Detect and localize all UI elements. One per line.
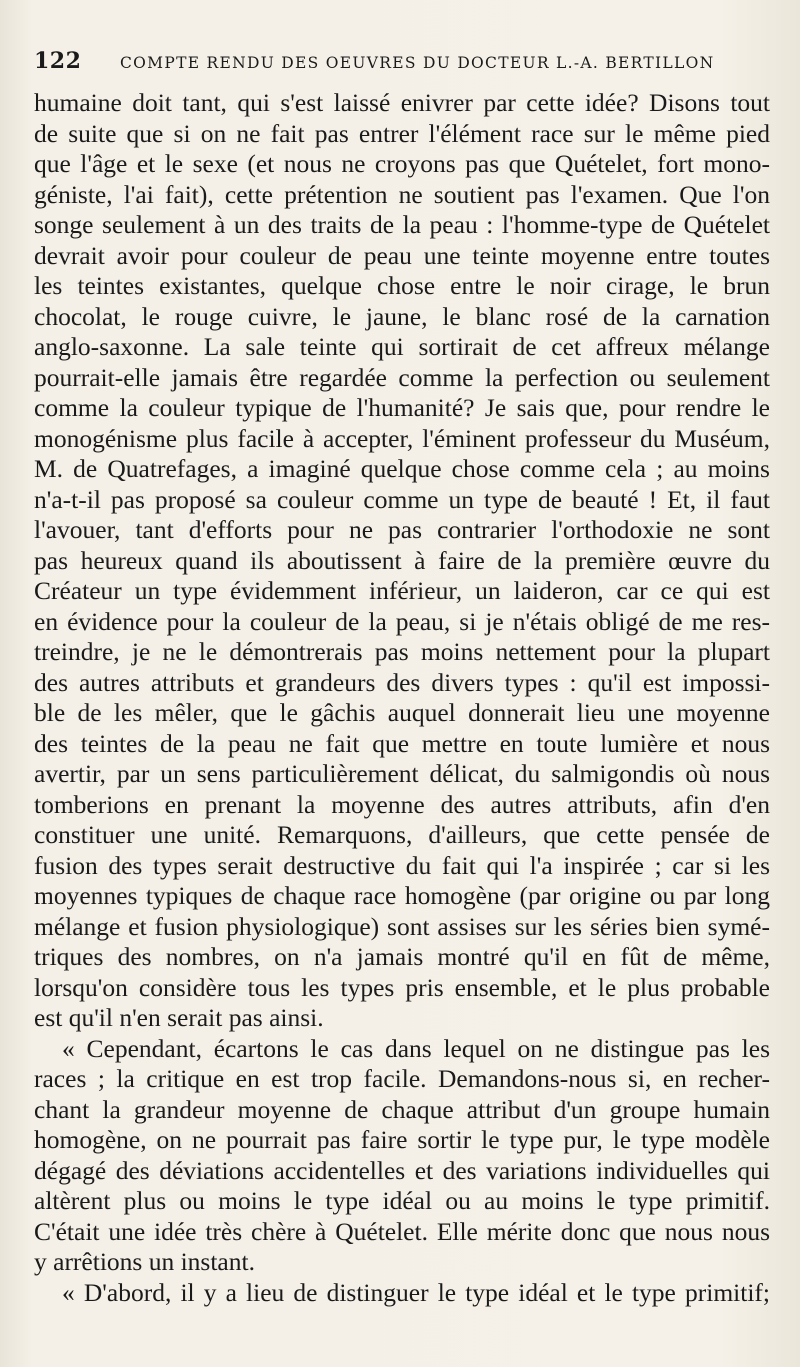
- text-line: M. de Quatrefages, a imaginé quelque chose comme cela ; au moins: [34, 454, 770, 483]
- text-line: triques des nombres, on n'a jamais montré qu'il en fût de même,: [34, 942, 770, 971]
- text-line: des teintes de la peau ne fait que mettre en toute lumière et nous: [34, 728, 770, 758]
- text-line: en évidence pour la couleur de la peau, si je n'étais obligé de me res-: [34, 606, 770, 636]
- text-line: n'a-t-il pas proposé sa couleur comme un type de beauté ! Et, il faut: [34, 484, 770, 514]
- text-line: moyennes typiques de chaque race homogène (par origine ou par long: [34, 881, 770, 910]
- text-line: humaine doit tant, qui s'est laissé enivrer par cette idée? Disons tout: [34, 88, 770, 117]
- text-line: l'avouer, tant d'efforts pour ne pas contrarier l'orthodoxie ne sont: [34, 515, 770, 544]
- text-line: Créateur un type évidemment inférieur, un laideron, car ce qui est: [34, 576, 770, 605]
- text-line: ble de les mêler, que le gâchis auquel donnerait lieu une moyenne: [34, 698, 770, 727]
- text-line: y arrêtions un instant.: [34, 1247, 255, 1276]
- text-line: songe seulement à un des traits de la peau : l'homme-type de Quételet: [34, 210, 770, 239]
- text-line: de suite que si on ne fait pas entrer l'élément race sur le même pied: [34, 118, 770, 148]
- running-head: [34, 48, 770, 84]
- text-line: dégagé des déviations accidentelles et des variations individuelles qui: [34, 1155, 770, 1185]
- text-line: est qu'il n'en serait pas ainsi.: [34, 1003, 324, 1032]
- body-text: [34, 88, 770, 1308]
- text-line: homogène, on ne pourrait pas faire sortir le type pur, le type modèle: [34, 1125, 770, 1154]
- text-line: fusion des types serait destructive du fait qui l'a inspirée ; car si les: [34, 850, 770, 880]
- text-line: pourrait-elle jamais être regardée comme la perfection ou seulement: [34, 362, 770, 392]
- text-line: lorsqu'on considère tous les types pris ensemble, et le plus probable: [34, 972, 770, 1002]
- text-line: géniste, l'ai fait), cette prétention ne soutient pas l'examen. Que l'on: [34, 179, 770, 209]
- text-line: des autres attributs et grandeurs des divers types : qu'il est impossi-: [34, 667, 770, 697]
- text-line: monogénisme plus facile à accepter, l'éminent professeur du Muséum,: [34, 423, 770, 453]
- text-line: les teintes existantes, quelque chose entre le noir cirage, le brun: [34, 271, 770, 300]
- text-line: « Cependant, écartons le cas dans lequel on ne distingue pas les: [62, 1033, 770, 1063]
- text-line: devrait avoir pour couleur de peau une teinte moyenne entre toutes: [34, 240, 770, 270]
- text-line: mélange et fusion physiologique) sont assises sur les séries bien symé-: [34, 911, 770, 941]
- text-line: races ; la critique en est trop facile. Demandons-nous si, en recher-: [34, 1064, 770, 1093]
- text-line: anglo-saxonne. La sale teinte qui sortirait de cet affreux mélange: [34, 332, 770, 361]
- text-line: constituer une unité. Remarquons, d'ailleurs, que cette pensée de: [34, 820, 770, 849]
- text-line: chant la grandeur moyenne de chaque attribut d'un groupe humain: [34, 1094, 770, 1124]
- text-line: tomberions en prenant la moyenne des autres attributs, afin d'en: [34, 789, 770, 819]
- text-line: altèrent plus ou moins le type idéal ou au moins le type primitif.: [34, 1186, 770, 1215]
- running-title: COMPTE RENDU DES OEUVRES DU DOCTEUR L.-A. BERTILLON: [120, 54, 715, 72]
- text-line: chocolat, le rouge cuivre, le jaune, le blanc rosé de la carnation: [34, 301, 770, 331]
- text-line: treindre, je ne le démontrerais pas moins nettement pour la plupart: [34, 637, 770, 666]
- text-line: avertir, par un sens particulièrement délicat, du salmigondis où nous: [34, 759, 770, 788]
- text-line: pas heureux quand ils aboutissent à faire de la première œuvre du: [34, 545, 770, 575]
- text-line: comme la couleur typique de l'humanité? Je sais que, pour rendre le: [34, 393, 770, 422]
- text-line: que l'âge et le sexe (et nous ne croyons pas que Quételet, fort mono-: [34, 149, 770, 178]
- text-line: « D'abord, il y a lieu de distinguer le type idéal et le type primitif;: [62, 1277, 770, 1307]
- page-number: 122: [34, 48, 82, 74]
- text-line: C'était une idée très chère à Quételet. Elle mérite donc que nous nous: [34, 1216, 770, 1246]
